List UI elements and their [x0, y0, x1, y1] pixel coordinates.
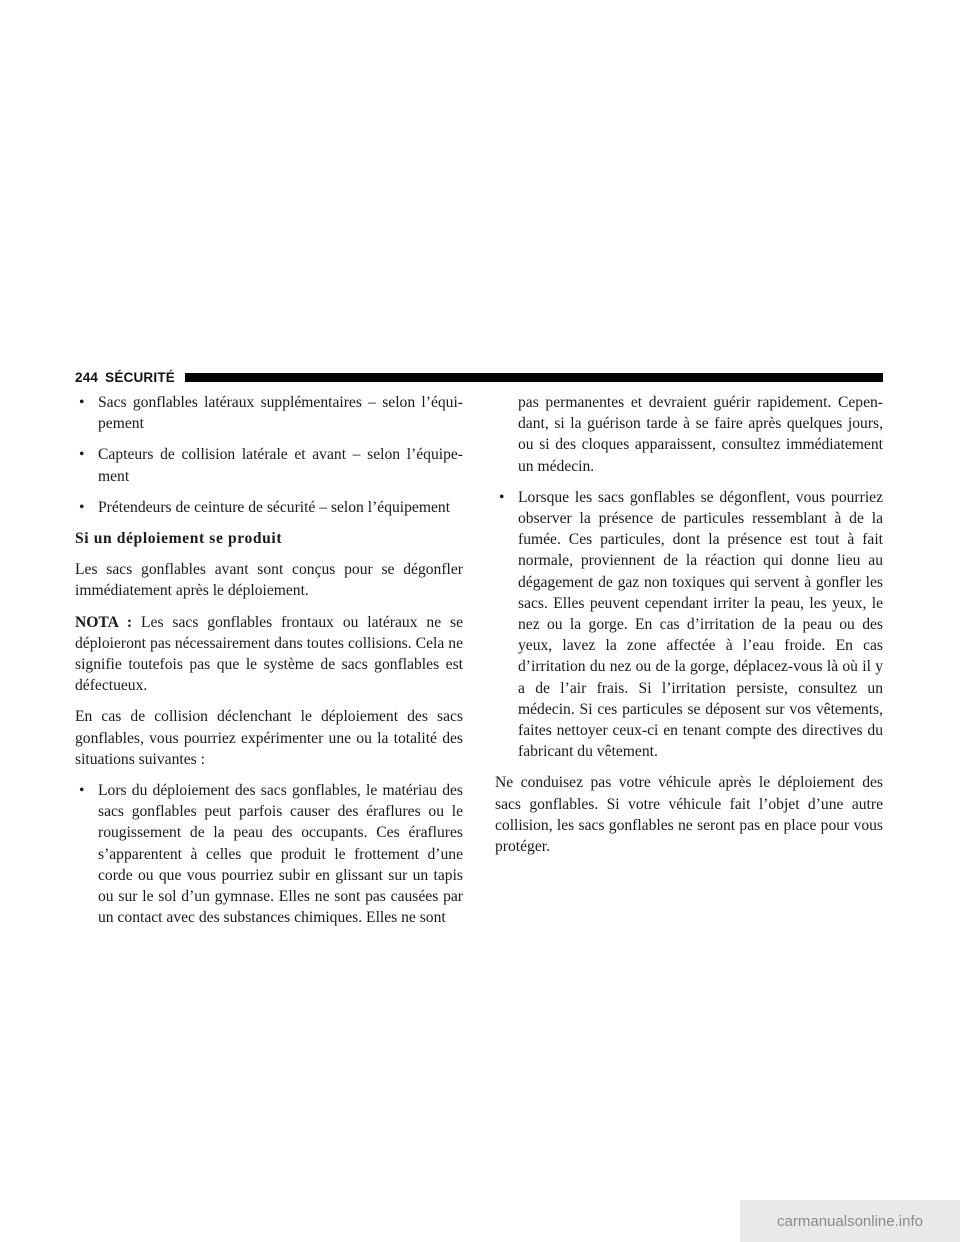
- page-number: 244: [75, 369, 99, 385]
- list-item-text: Lorsque les sacs gonflables se dégonflent, vous pourriez observer la présence de particules ressemblant à de la fumée. Ces particules, dont la présence est tout à fait normale, proviennent de la réaction qui donne lieu au dégagement de gaz non toxiques qui servent à gonfler les sacs. Elles peuvent cependant irriter la peau, les yeux, le nez ou la gorge. En cas d’irritation de la peau ou des yeux, lavez la zone affectée à l’eau froide. En cas d’irritation du nez ou de la gorge, déplacez-vous là où il y a de l’air frais. Si l’irritation persiste, consultez un médecin. Si ces particules se déposent sur vos vêtements, faites nettoyer ceux-ci en tenant compte des directives du fabricant du vêtement.: [518, 488, 883, 761]
- section-title: SÉCURITÉ: [105, 369, 175, 385]
- watermark: carmanualsonline.info: [740, 1200, 960, 1242]
- list-item: [75, 780, 463, 928]
- note-paragraph: [75, 612, 463, 697]
- paragraph: Les sacs gonflables avant sont conçus pour se dégonfler immédiatement après le déploiement.: [75, 561, 463, 600]
- list-item: [75, 392, 463, 434]
- list-item: [495, 487, 883, 763]
- paragraph: En cas de collision déclenchant le déploiement des sacs gonflables, vous pourriez expérimenter une ou la totalité des situations suivantes :: [75, 708, 463, 768]
- bullet-icon: •: [499, 488, 505, 506]
- list-item-text: Capteurs de collision latérale et avant – selon l’équipement: [98, 446, 463, 485]
- bullet-icon: •: [79, 446, 85, 464]
- bullet-icon: •: [79, 782, 85, 800]
- list-item: [75, 497, 463, 518]
- header-rule: [185, 373, 883, 382]
- list-item: [75, 444, 463, 486]
- page-header: [75, 368, 883, 386]
- right-column: [495, 392, 883, 867]
- list-item-text: Lors du déploiement des sacs gonflables, le matériau des sacs gonflables peut parfois causer des éraflures ou le rougissement de la peau des occupants. Ces éraflures s’apparentent à celles que produit le frottement d’une corde ou que vous pourriez subir en glissant sur un tapis ou sur le sol d’un gymnase. Elles ne sont pas causées par un contact avec des substances chimiques. Elles ne sont: [98, 782, 463, 927]
- note-label: NOTA :: [75, 613, 133, 631]
- note-text: Les sacs gonflables frontaux ou latéraux ne se déploieront pas nécessairement dans toutes collisions. Cela ne signifie toutefois pas que le système de sacs gonflables est défectueux.: [75, 613, 463, 695]
- list-item-continuation: pas permanentes et devraient guérir rapidement. Cependant, si la guérison tarde à se faire après quelques jours, ou si des cloques apparaissent, consultez immédiatement un médecin.: [518, 394, 883, 475]
- bullet-icon: •: [79, 394, 85, 411]
- section-heading: Si un déploiement se produit: [75, 530, 283, 548]
- bullet-icon: •: [79, 498, 85, 516]
- list-item-text: Sacs gonflables latéraux supplémentaires – selon l’équipement: [98, 394, 463, 433]
- left-column: [75, 392, 463, 938]
- list-item-text: Prétendeurs de ceinture de sécurité – selon l’équipement: [98, 498, 451, 516]
- paragraph: Ne conduisez pas votre véhicule après le déploiement des sacs gonflables. Si votre véhicule fait l’objet d’une autre collision, les sacs gonflables ne seront pas en place pour vous protéger.: [495, 774, 883, 856]
